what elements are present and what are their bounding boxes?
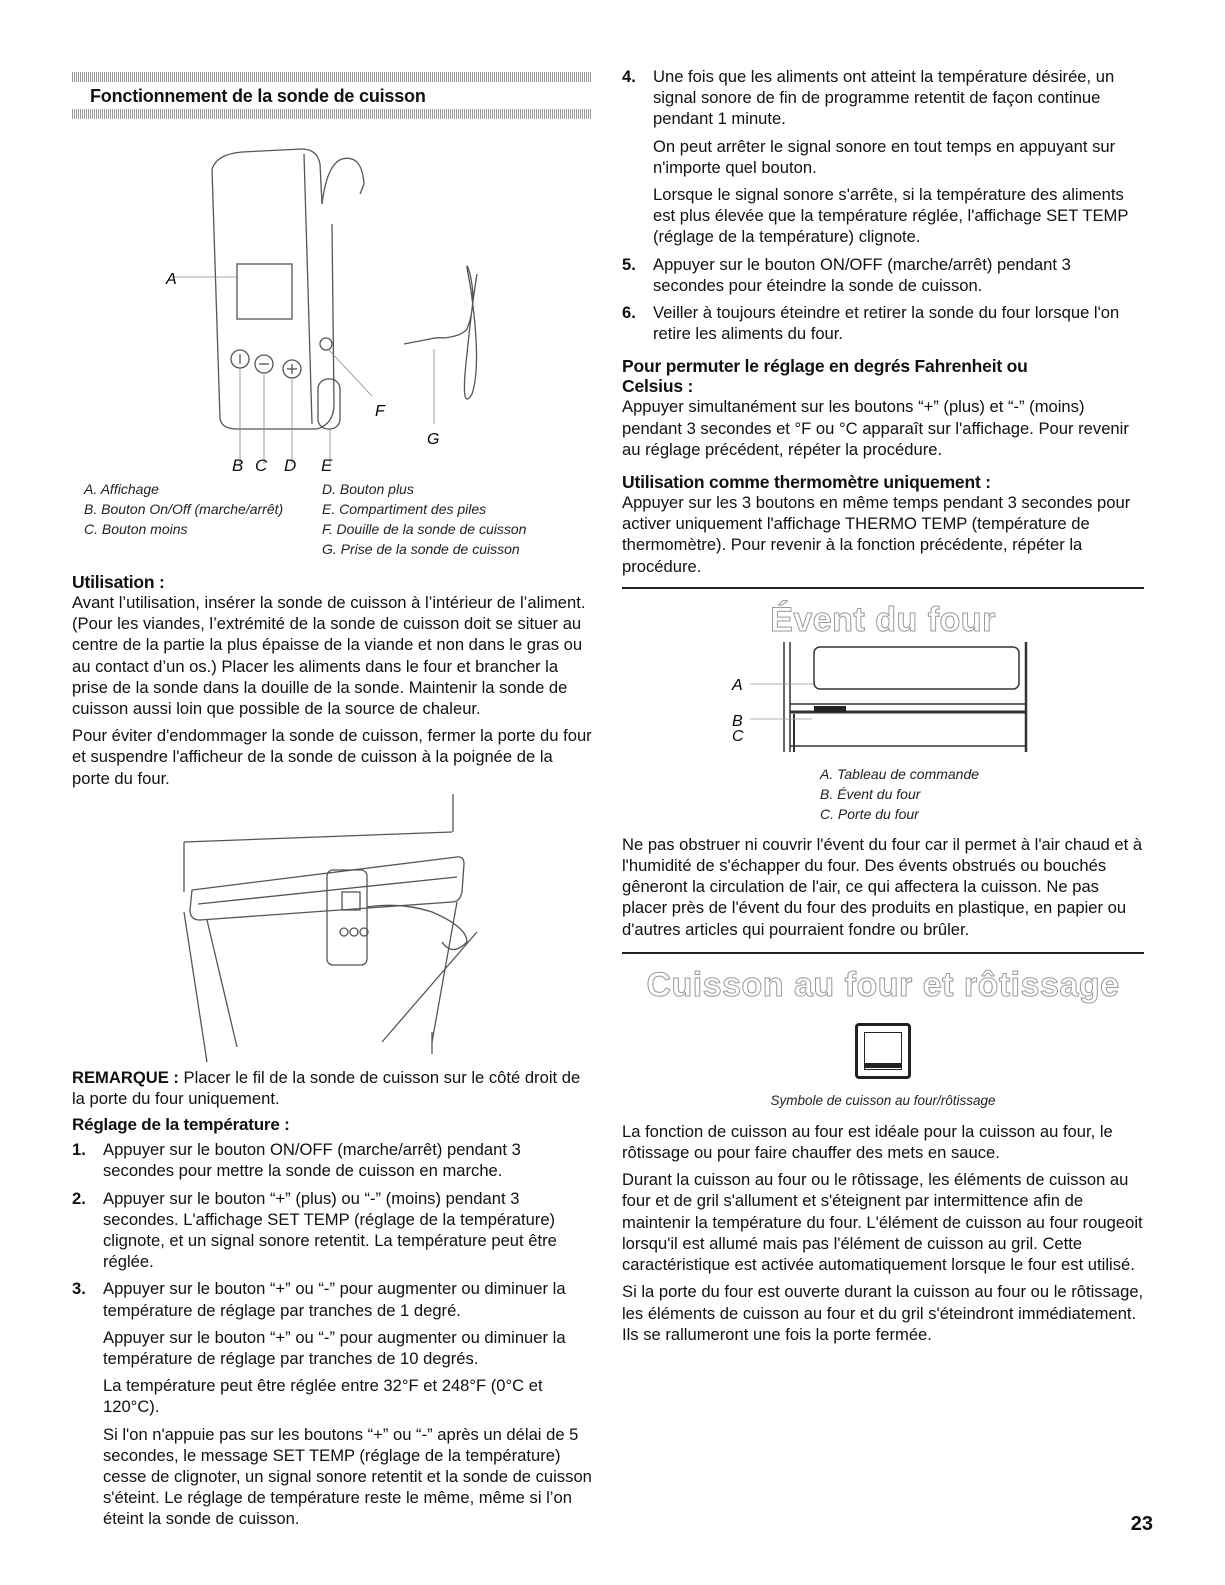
remark-text: Placer le fil de la sonde de cuisson sur le côté droit de la porte du four uniquement. (72, 1067, 581, 1109)
fig1-label-g: G (427, 431, 440, 448)
vent-fig-label-c-row (622, 727, 1144, 766)
fig1-label-d: D (284, 456, 297, 475)
bake-section-title: Cuisson au four et rôtissage (646, 965, 1120, 1004)
step-number: 4. (622, 67, 636, 86)
step-sub-paragraph: Lorsque le signal sonore s'arrête, si la température des aliments est plus élevée que la température réglée, l'affichage SET TEMP (réglage de la température) clignote. (653, 185, 1129, 247)
list-item (72, 1188, 592, 1273)
fig1-label-b: B (232, 456, 244, 475)
legend-item: G. Prise de la sonde de cuisson (322, 541, 520, 557)
section-divider (622, 587, 1144, 589)
fahrenheit-celsius-heading: Pour permuter le réglage en degrés Fahrenheit ou Celsius : (622, 356, 1028, 397)
legend-item: C. Porte du four (820, 805, 919, 822)
vent-fig-label-b: B (732, 712, 743, 730)
use-heading: Utilisation : (72, 572, 165, 592)
bake-symbol-caption: Symbole de cuisson au four/rôtissage (770, 1092, 996, 1108)
probe-diagram (72, 124, 592, 464)
list-item (72, 1278, 592, 1529)
use-paragraph-2: Pour éviter d'endommager la sonde de cuisson, fermer la porte du four et suspendre l'afficheur de la sonde de cuisson à la poignée de la porte du four. (72, 726, 592, 788)
vent-fig-label-c: C (732, 727, 744, 745)
legend-item: F. Douille de la sonde de cuisson (322, 521, 527, 537)
step-number: 2. (72, 1188, 86, 1208)
fahrenheit-celsius-text: Appuyer simultanément sur les boutons “+” (plus) et “-” (moins) pendant 3 secondes et °F ou °C apparaît sur l'affichage. Pour revenir au réglage précédent, répéter la procédure. (622, 397, 1129, 459)
step-number: 3. (72, 1279, 86, 1299)
section-divider (622, 952, 1144, 954)
fig1-legend (72, 479, 592, 559)
vent-section-title: Évent du four (770, 600, 996, 639)
list-item (72, 1139, 592, 1181)
step-text: Appuyer sur le bouton ON/OFF (marche/arrêt) pendant 3 secondes pour mettre la sonde de cuisson en marche. (103, 1140, 521, 1181)
legend-item: A. Affichage (84, 481, 159, 497)
legend-item: B. Évent du four (820, 785, 921, 802)
vent-legend (622, 764, 1144, 824)
legend-item: B. Bouton On/Off (marche/arrêt) (84, 501, 284, 517)
vent-paragraph: Ne pas obstruer ni couvrir l'évent du four car il permet à l'air chaud et à l'humidité de s'échapper du four. Des évents obstrués ou bouchés gêneront la circulation de l'air, ce qui affectera la cuisson. Ne pas placer près de l'évent du four des produits en plastique, en papier ou d'autres articles qui pourraient fondre ou brûler. (622, 834, 1143, 939)
vent-fig-label-a: A (732, 676, 743, 694)
page-number: 23 (1130, 1513, 1153, 1535)
bake-paragraph-1: La fonction de cuisson au four est idéale pour la cuisson au four, le rôtissage ou pour faire chauffer des mets en sauce. (622, 1121, 1113, 1163)
bake-paragraph-3: Si la porte du four est ouverte durant la cuisson au four ou le rôtissage, les éléments de cuisson au four et du gril s'éteindront immédiatement. Ils se rallumeront une fois la porte fermée. (622, 1282, 1144, 1344)
step-text: Appuyer sur le bouton ON/OFF (marche/arrêt) pendant 3 secondes pour éteindre la sonde de cuisson. (653, 254, 1071, 295)
bake-paragraph-2: Durant la cuisson au four ou le rôtissage, les éléments de cuisson au four et de gril s'allument et s'éteignent par intermittence afin de maintenir la température du four. L'élément de cuisson au four rougeoit lorsqu'il est allumé mais pas l'élément de cuisson au gril. Cette caractéristique est activée automatiquement lorsque le four est utilisé. (622, 1170, 1143, 1275)
remark (72, 1067, 592, 1109)
fig1-label-e: E (321, 456, 333, 475)
continued-steps-list (622, 66, 1144, 344)
temp-heading: Réglage de la température : (72, 1115, 290, 1135)
bake-symbol-icon (855, 1023, 911, 1079)
step-number: 5. (622, 254, 636, 274)
step-number: 6. (622, 303, 636, 323)
step-number: 1. (72, 1140, 86, 1160)
step-sub-paragraph: On peut arrêter le signal sonore en tout temps en appuyant sur n'importe quel bouton. (653, 136, 1116, 177)
fig1-bottom-labels (72, 456, 592, 476)
remark-label: REMARQUE : (72, 1067, 179, 1087)
temp-steps-list (72, 1139, 592, 1529)
list-item (622, 302, 1144, 344)
step-text: Appuyer sur le bouton “+” (plus) ou “-” (moins) pendant 3 secondes. L'affichage SET TEMP (réglage de la température) clignote, et un signal sonore retentit. La température peut être réglée. (103, 1188, 557, 1272)
section-title: Fonctionnement de la sonde de cuisson (90, 86, 426, 106)
step-sub-paragraph: La température peut être réglée entre 32°F et 248°F (0°C et 120°C). (103, 1376, 543, 1417)
thermometer-text: Appuyer sur les 3 boutons en même temps pendant 3 secondes pour activer uniquement l'affichage THERMO TEMP (température de thermomètre). Pour revenir à la fonction précédente, répéter la procédure. (622, 493, 1131, 576)
right-column (622, 0, 1144, 1345)
step-text: Appuyer sur le bouton “+” ou “-” pour augmenter ou diminuer la température de réglage par tranches de 1 degré. (103, 1279, 566, 1320)
thermometer-heading: Utilisation comme thermomètre uniquement : (622, 472, 991, 493)
left-column (72, 0, 592, 1530)
list-item (622, 254, 1144, 296)
use-paragraph-1: Avant l’utilisation, insérer la sonde de cuisson à l’intérieur de l’aliment. (Pour les viandes, l’extrémité de la sonde de cuisson doit se situer au centre de la partie la plus épaisse de la viande et non dans le gras ou au contact d’un os.) Placer les aliments dans le four et brancher la prise de la sonde dans la douille de la sonde. Maintenir la sonde de cuisson aussi loin que possible de la source de chaleur. (72, 593, 586, 719)
step-text: Veiller à toujours éteindre et retirer la sonde du four lorsque l'on retire les aliments du four. (653, 303, 1120, 344)
list-item (622, 66, 1144, 248)
fig1-label-c: C (255, 456, 268, 475)
section-rule-bottom (72, 109, 592, 119)
legend-item: D. Bouton plus (322, 481, 414, 497)
legend-item: A. Tableau de commande (820, 765, 980, 782)
legend-item: C. Bouton moins (84, 521, 188, 537)
fig1-label-f: F (375, 403, 385, 420)
section-rule-top (72, 72, 592, 82)
legend-item: E. Compartiment des piles (322, 501, 487, 517)
step-sub-paragraph: Si l'on n'appuie pas sur les boutons “+” ou “-” après un délai de 5 secondes, le message SET TEMP (réglage de la température) cesse de clignoter, un signal sonore retentit et la sonde de cuisson s'éteint. Le réglage de température reste le même, même si l’on éteint la sonde de cuisson. (103, 1424, 592, 1529)
step-text: Une fois que les aliments ont atteint la température désirée, un signal sonore de fin de programme retentit de façon continue pendant 1 minute. (653, 67, 1115, 129)
oven-door-diagram (72, 792, 592, 1062)
fig1-label-a: A (166, 271, 177, 288)
oven-vent-diagram (622, 642, 1144, 752)
step-sub-paragraph: Appuyer sur le bouton “+” ou “-” pour augmenter ou diminuer la température de réglage par tranches de 10 degrés. (103, 1327, 566, 1369)
